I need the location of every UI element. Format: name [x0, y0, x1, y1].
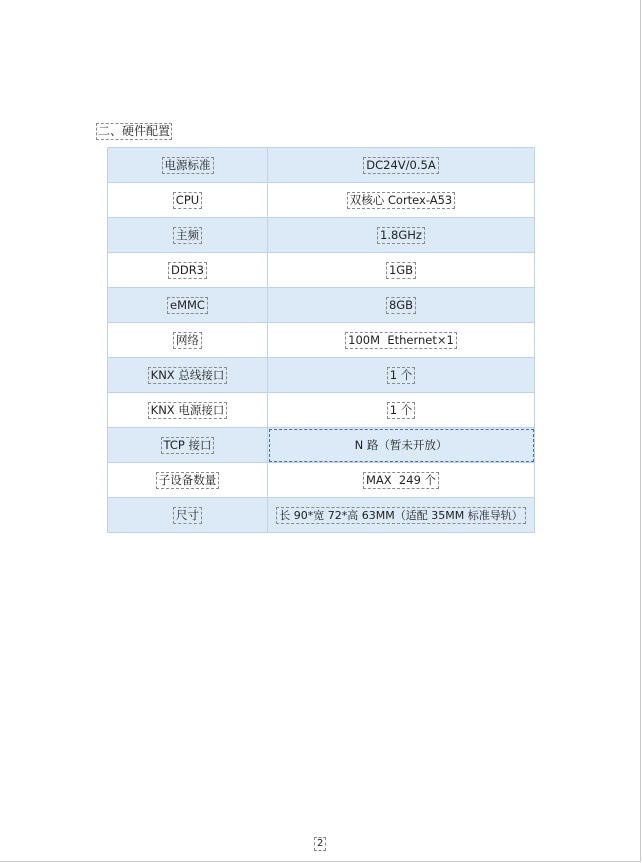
spec-value: 8GB: [386, 297, 416, 314]
spec-value-cell: [268, 393, 535, 428]
spec-value: 100M Ethernet×1: [345, 332, 457, 349]
spec-label: 网络: [173, 332, 202, 349]
spec-value: 1 个: [387, 402, 415, 419]
spec-value: 1GB: [386, 262, 416, 279]
spec-value: 1 个: [387, 367, 415, 384]
spec-value: N 路（暂未开放）: [354, 437, 448, 452]
table-row: [108, 218, 535, 253]
spec-value: 双核心 Cortex-A53: [347, 192, 456, 209]
table-row: [108, 323, 535, 358]
spec-value: 长 90*宽 72*高 63MM（适配 35MM 标准导轨）: [276, 507, 525, 524]
spec-label: 电源标准: [162, 157, 214, 174]
section-heading: 二、硬件配置: [98, 124, 171, 138]
page-number: 2: [314, 837, 326, 851]
spec-value-cell: [268, 148, 535, 183]
spec-label-cell: [108, 463, 268, 498]
spec-value: MAX 249 个: [363, 472, 439, 489]
table-row: [108, 288, 535, 323]
spec-label-cell: [108, 253, 268, 288]
spec-value: 1.8GHz: [377, 227, 425, 244]
spec-label-cell: [108, 498, 268, 533]
spec-label: KNX 电源接口: [148, 402, 228, 419]
table-row: [108, 463, 535, 498]
table-row: [108, 358, 535, 393]
spec-label: TCP 接口: [161, 437, 215, 454]
spec-label: 尺寸: [173, 507, 202, 524]
spec-label: CPU: [173, 192, 202, 209]
spec-value-cell: [268, 358, 535, 393]
spec-label-cell: [108, 183, 268, 218]
spec-label: KNX 总线接口: [148, 367, 228, 384]
spec-value-cell: [268, 183, 535, 218]
spec-value: DC24V/0.5A: [363, 157, 438, 174]
spec-value-cell: [268, 253, 535, 288]
spec-label: eMMC: [167, 297, 208, 314]
spec-label: 子设备数量: [156, 472, 220, 489]
spec-value-cell: [268, 498, 535, 533]
spec-label: DDR3: [168, 262, 207, 279]
hardware-spec-table: [107, 147, 535, 533]
table-row: [108, 183, 535, 218]
spec-value-cell-selected[interactable]: [268, 428, 535, 463]
table-row: [108, 148, 535, 183]
table-row: [108, 498, 535, 533]
table-row: [108, 393, 535, 428]
spec-value-cell: [268, 463, 535, 498]
spec-label-cell: [108, 218, 268, 253]
spec-label-cell: [108, 288, 268, 323]
table-row: [108, 428, 535, 463]
spec-label-cell: [108, 393, 268, 428]
spec-label-cell: [108, 358, 268, 393]
spec-label: 主频: [173, 227, 202, 244]
table-row: [108, 253, 535, 288]
spec-value-cell: [268, 288, 535, 323]
spec-value-cell: [268, 323, 535, 358]
spec-label-cell: [108, 323, 268, 358]
spec-label-cell: [108, 428, 268, 463]
spec-label-cell: [108, 148, 268, 183]
spec-value-cell: [268, 218, 535, 253]
